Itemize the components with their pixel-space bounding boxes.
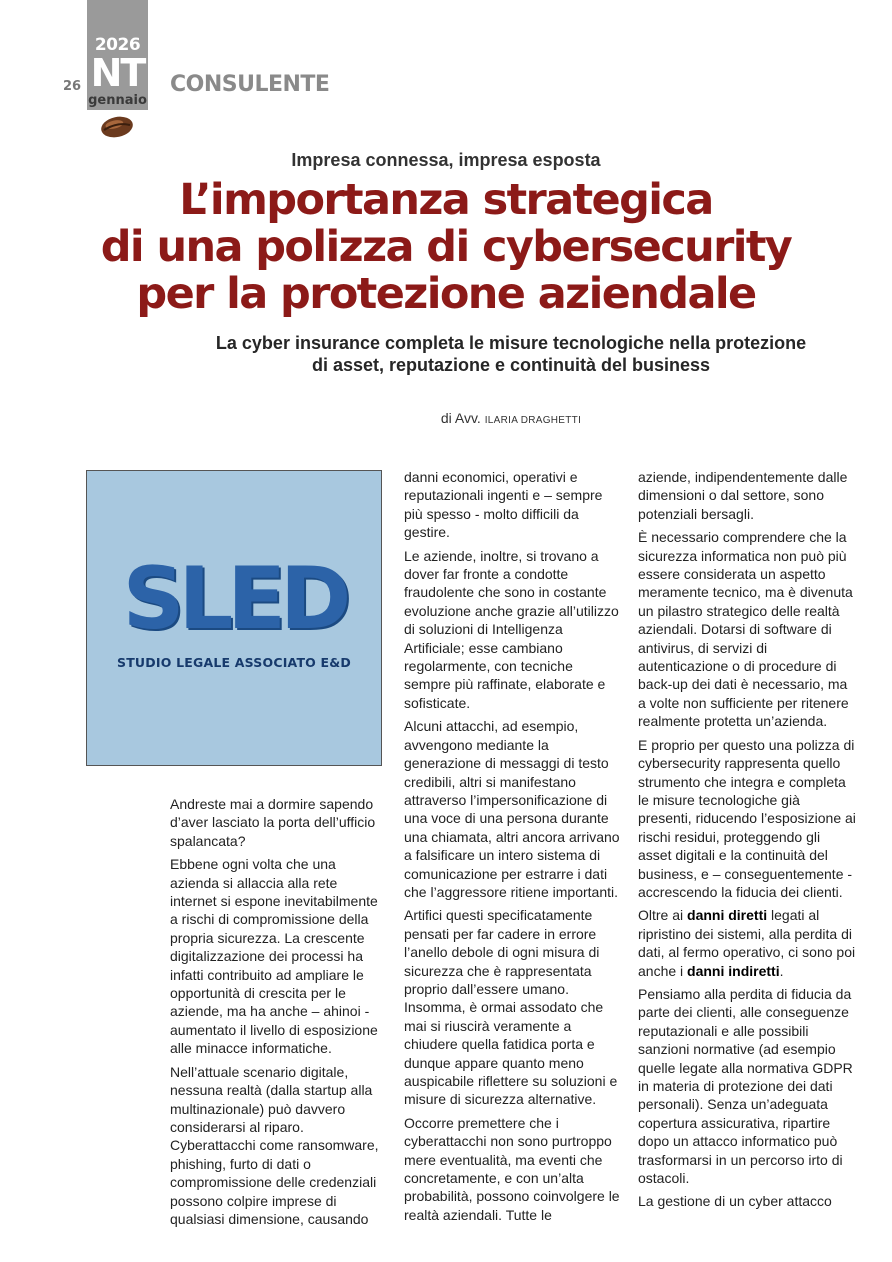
paragraph: Pensiamo alla perdita di fiducia da parte dei clienti, alle conseguenze reputazionali e alle possibili sanzioni normative (ad esempio quelle legate alla normativa GDPR in materia di protezione dei dati personali). Senza un’adeguata copertura assicurativa, ripartire dopo un attacco informatico può trasformarsi in un percorso irto di ostacoli.	[638, 985, 853, 1187]
paragraph: La gestione di un cyber attacco	[638, 1193, 832, 1210]
article-title	[60, 177, 832, 318]
emphasis-direct-damage: danni diretti	[687, 907, 768, 924]
logo-wordmark: SLED	[122, 549, 346, 649]
emphasis-indirect-damage: danni indiretti	[687, 962, 780, 979]
paragraph: Le aziende, inoltre, si trovano a dover far fronte a condotte fraudolente che sono in costante evoluzione anche grazie all’utilizzo di soluzioni di Intelligenza Artificiale; esse cambiano regolarmente, con tecniche sempre più raffinate, elaborate e sofisticate.	[404, 547, 619, 711]
sled-logo-image	[86, 470, 382, 766]
logo-subtitle: STUDIO LEGALE ASSOCIATO E&D	[117, 655, 351, 670]
article-kicker: Impresa connessa, impresa esposta	[291, 150, 601, 170]
issue-month: gennaio	[88, 93, 147, 108]
author-name: ILARIA DRAGHETTI	[484, 415, 582, 426]
title-line: L’importanza strategica	[179, 175, 713, 225]
coffee-bean-icon	[99, 114, 135, 140]
author-title: Avv.	[454, 410, 481, 426]
paragraph: danni economici, operativi e reputazionali ingenti e – sempre più spesso - molto difficili da gestire.	[404, 469, 603, 541]
article-column-2	[404, 468, 622, 1229]
issue-year: 2026	[94, 35, 141, 55]
title-line: per la protezione aziendale	[136, 269, 756, 319]
page-number: 26	[63, 79, 82, 94]
paragraph: Occorre premettere che i cyberattacchi non sono purtroppo mere eventualità, ma eventi che concretamente, e con un’alta probabilità, possono coinvolgere le realtà aziendali. Tutte le	[404, 1114, 620, 1223]
byline	[300, 410, 722, 426]
subtitle-line: di asset, reputazione e continuità del business	[311, 355, 711, 375]
article-subtitle	[150, 332, 872, 376]
paragraph: Nell’attuale scenario digitale, nessuna realtà (dalla startup alla multinazionale) può davvero considerarsi al riparo. Cyberattacchi come ransomware, phishing, furto di dati o compromissione delle credenziali possono colpire imprese di qualsiasi dimensione, causando	[170, 1063, 379, 1227]
paragraph: Ebbene ogni volta che una azienda si allaccia alla rete internet si espone inevitabilmente a rischi di compromissione della propria sicurezza. La crescente digitalizzazione dei processi ha infatti contribuito ad ampliare le opportunità di crescita per le aziende, ma ha anche – ahinoi - aumentato il livello di esposizione alle minacce informatiche.	[170, 856, 378, 1057]
paragraph: Oltre ai danni diretti legati al ripristino dei sistemi, alla perdita di dati, al fermo operativo, ci sono poi anche i danni indiretti.	[638, 907, 856, 979]
subtitle-line: La cyber insurance completa le misure tecnologiche nella protezione	[215, 333, 807, 353]
section-label: CONSULENTE	[170, 72, 330, 97]
paragraph: aziende, indipendentemente dalle dimensioni o dal settore, sono potenziali bersagli.	[638, 469, 848, 522]
paragraph: Artifici questi specificatamente pensati per far cadere in errore l’anello debole di ogni misura di sicurezza che è rappresentata proprio dall’essere umano. Insomma, è ormai assodato che mai si riuscirà veramente a chiudere quella fatidica porta e dunque appare quanto meno auspicabile riflettere su soluzioni e misure di sicurezza alternative.	[404, 907, 618, 1108]
paragraph: Alcuni attacchi, ad esempio, avvengono mediante la generazione di messaggi di testo credibili, altri si manifestano attraverso l’impersonificazione di una voce di una persona durante una chiamata, altri ancora arrivano a falsificare un intero sistema di comunicazione per estrarre i dati che l’aggressore ritiene importanti.	[404, 718, 620, 900]
paragraph: E proprio per questo una polizza di cybersecurity rappresenta quello strumento che integra e completa le misure tecnologiche già presenti, riducendo l’esposizione ai rischi residui, proteggendo gli asset digitali e la continuità del business, e – conseguentemente - accrescendo la fiducia dei clienti.	[638, 736, 856, 900]
title-line: di una polizza di cybersecurity	[100, 222, 792, 272]
magazine-masthead-tab	[87, 0, 148, 110]
paragraph: È necessario comprendere che la sicurezza informatica non può più essere considerata un aspetto meramente tecnico, ma è divenuta un pilastro strategico delle realtà aziendali. Dotarsi di software di antivirus, di servizi di autenticazione o di procedure di back-up dei dati è necessario, ma a volte non sufficiente per ritenere realmente protetta un’azienda.	[638, 529, 853, 730]
byline-prefix: di	[440, 410, 452, 426]
article-column-3	[638, 468, 856, 1216]
magazine-logo: NT	[90, 51, 145, 95]
paragraph: Andreste mai a dormire sapendo d’aver lasciato la porta dell’ufficio spalancata?	[170, 796, 376, 849]
article-column-1	[170, 795, 385, 1233]
